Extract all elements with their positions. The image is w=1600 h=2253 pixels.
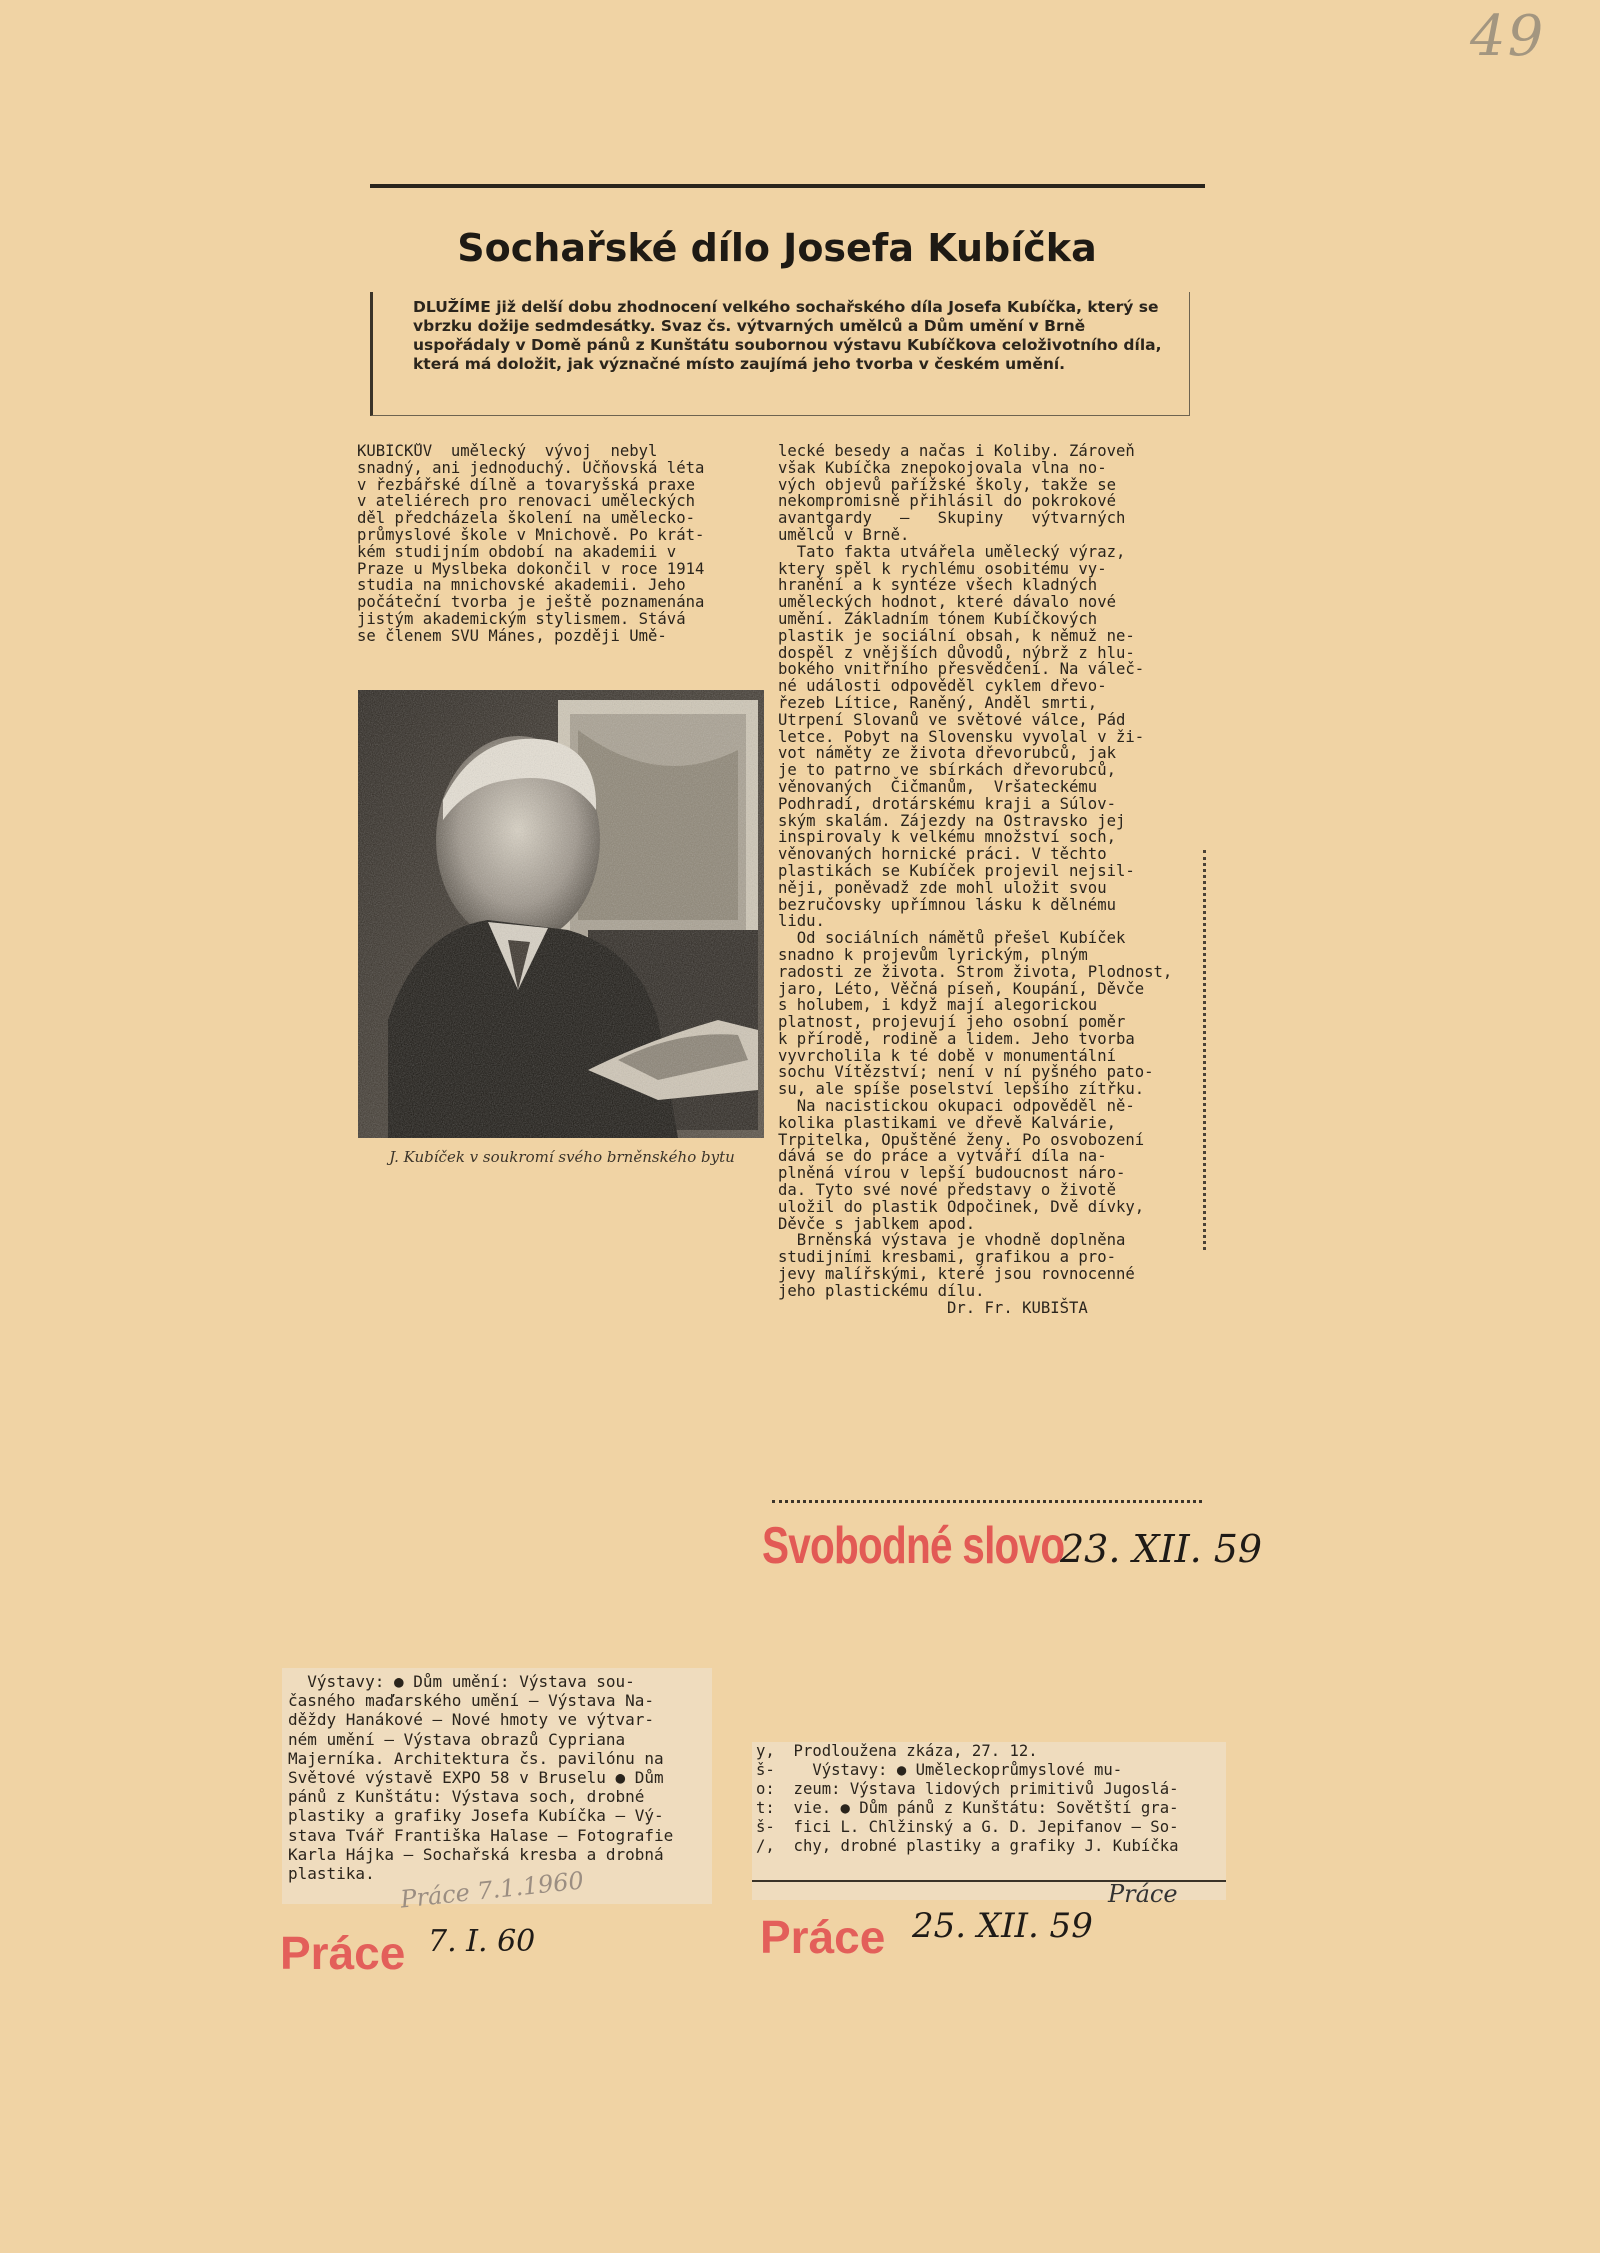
portrait-photo (358, 690, 764, 1138)
article-lead: DLUŽÍME již delší dobu zhodnocení velkého sochařského díla Josefa Kubíčka, který se vbrzku dožije sedmdesátky. Svaz čs. výtvarných umělců a Dům umění v Brně uspořádaly v Domě pánů z Kunštátu soubornou výstavu Kubíčkova celoživotního díla, která má doložit, jak význačné místo zaujímá jeho tvorba v českém umění. (370, 292, 1190, 416)
page-number: 49 (1470, 4, 1546, 69)
article-end-rule (772, 1500, 1202, 1503)
photo-caption: J. Kubíček v soukromí svého brněnského bytu (389, 1148, 735, 1166)
source-stamp-svobodne-slovo: Svobodné slovo (762, 1517, 1065, 1575)
clipping-exhibitions-1 (282, 1668, 712, 1904)
side-dotted-rule (1203, 850, 1206, 1250)
article-right-column: lecké besedy a načas i Koliby. Zároveň však Kubíčka znepokojovala vlna no- vých objevů pařížské školy, takže se nekompromisně přihlásil do pokrokové avantgardy — Skupiny výtvarných umělců v Brně. Tato fakta utvářela umělecký výraz, ktery spěl k rychlému osobitému vy- hranění a k syntéze všech kladných uměleckých hodnot, které dávalo nové umění. Základním tónem Kubíčkových plastik je sociální obsah, k němuž ne- dospěl z vnějších důvodů, nýbrž z hlu- bokého vnitřního přesvědčení. Na váleč- né události odpověděl cyklem dřevo- řezeb Lítice, Raněný, Anděl smrti, Utrpení Slovanů ve světové válce, Pád letce. Pobyt na Slovensku vyvolal v ži- vot náměty ze života dřevorubců, jak je to patrno ve sbírkách dřevorubců, věnovaných Čičmanům, Vršateckému Podhradí, drotárskému kraji a Súlov- ským skalám. Zájezdy na Ostravsko jej inspirovaly k velkému množství soch, věnovaných hornické práci. V těchto plastikách se Kubíček projevil nejsil- něji, poněvadž zde mohl uložit svou bezručovsky upřímnou lásku k dělnému lidu. Od sociálních námětů přešel Kubíček snadno k projevům lyrickým, plným radosti ze života. Strom života, Plodnost, jaro, Léto, Věčná píseň, Koupání, Děvče s holubem, i když mají alegorickou platnost, projevují jeho osobní poměr k přírodě, rodině a lidem. Jeho tvorba vyvrcholila k té době v monumentální sochu Vítězství; není v ní pyšného pato- su, ale spíše poselství lepšího zítřku. Na nacistickou okupaci odpověděl ně- kolika plastikami ve dřevě Kalvárie, Trpitelka, Opuštěné ženy. Po osvobození dává se do práce a vytváří díla na- plněná vírou v lepší budoucnost náro- da. Tyto své nové představy o životě uložil do plastik Odpočinek, Dvě dívky, Děvče s jablkem apod. Brněnská výstava je vhodně doplněna studijními kresbami, grafikou a pro- jevy malířskými, které jsou rovnocenné jeho plastickému dílu. Dr. Fr. KUBIŠTA (778, 443, 1173, 1317)
source-stamp-prace-1: Práce (280, 1927, 406, 1979)
source-stamp-prace-2: Práce (760, 1911, 886, 1963)
handwritten-date-main: 23. XII. 59 (1060, 1527, 1263, 1571)
handwritten-date-1: 7. I. 60 (428, 1924, 536, 1959)
article-headline: Sochařské dílo Josefa Kubíčka (457, 226, 1097, 270)
clipping-1-text: Výstavy: ● Dům umění: Výstava sou- časného maďarského umění — Výstava Na- děždy Hanákové — Nové hmoty ve výtvar- ném umění — Výstava obrazů Cypriana Majerníka. Architektura čs. pavilónu na Světové výstavě EXPO 58 v Bruselu ● Dům pánů z Kunštátu: Výstava soch, drobné plastiky a grafiky Josefa Kubíčka — Vý- stava Tvář Františka Halase — Fotografie Karla Hájka — Sochařská kresba a drobná plastika. (288, 1672, 674, 1884)
handwritten-date-2: 25. XII. 59 (912, 1906, 1093, 1946)
clipping-2-text: y, Prodloužena zkáza, 27. 12. š- Výstavy: ● Uměleckoprůmyslové mu- o: zeum: Výstava lidových primitivů Jugoslá- t: vie. ● Dům pánů z Kunštátu: Sovětští gra- š- fici L. Chlžinský a G. D. Jepifanov — So- /, chy, drobné plastiky a grafiky J. Kubíčka (756, 1742, 1179, 1855)
top-rule (370, 184, 1205, 188)
portrait-photo-image (358, 690, 764, 1138)
clipping-exhibitions-2 (752, 1742, 1226, 1900)
pencil-note-1: Práce 7.1.1960 (399, 1866, 586, 1914)
article-left-column: KUBÍČKŮV umělecký vývoj nebyl snadný, ani jednoduchý. Učňovská léta v řezbářské dílně a tovaryšská praxe v ateliérech pro renovaci uměleckých děl předcházela školení na umělecko- průmyslové škole v Mnichově. Po krát- kém studijním období na akademii v Praze u Myslbeka dokončil v roce 1914 studia na mnichovské akademii. Jeho počáteční tvorba je ještě poznamenána jistým akademickým stylismem. Stává se členem SVU Mánes, později Umě- (357, 443, 705, 645)
pencil-note-2: Práce (1108, 1880, 1178, 1908)
